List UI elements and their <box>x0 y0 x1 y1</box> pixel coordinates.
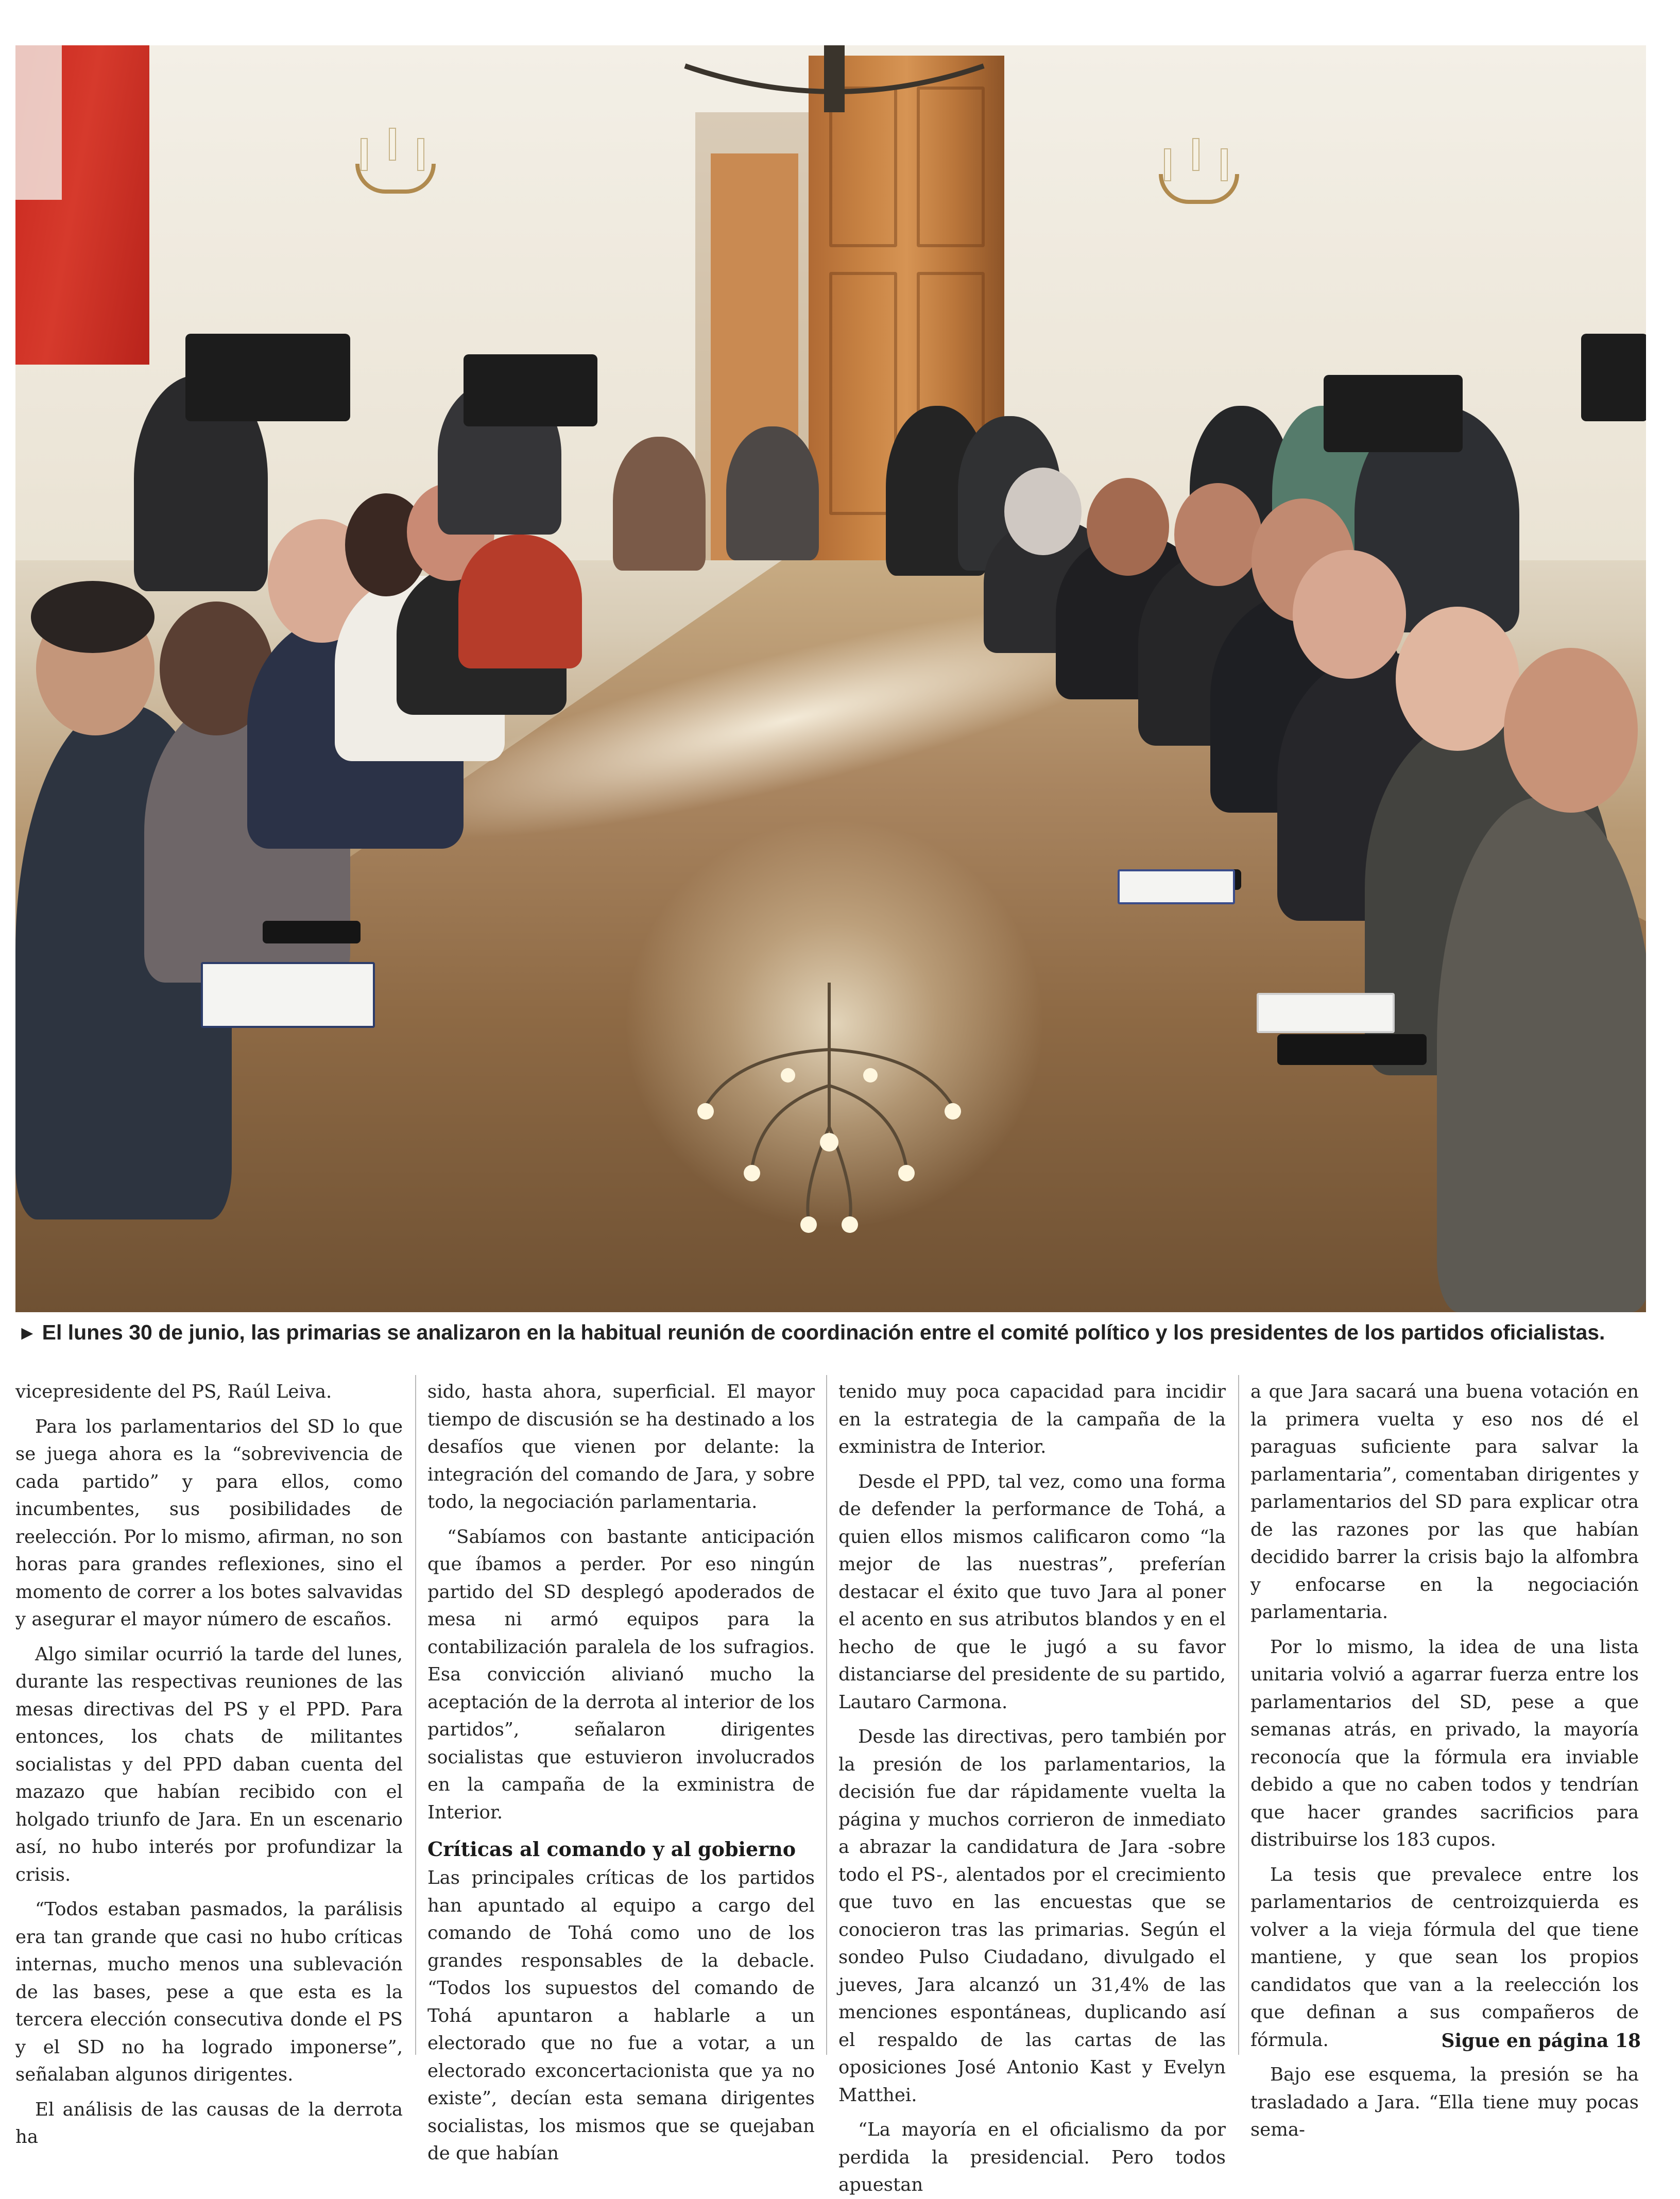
paragraph: sido, hasta ahora, superficial. El mayor tiempo de discusión se ha destinado a los desafíos que vienen por delante: la integración del comando de Jara, y sobre todo, la negociación parlamentaria. <box>427 1381 815 1513</box>
person-right-2-head <box>1087 478 1169 576</box>
paragraph: Algo similar ocurrió la tarde del lunes, durante las respectivas reuniones de las mesas directivas del PS y el PPD. Para entonces, los chats de militantes socialistas y del PPD daban cuenta del mazazo que habían recibido con el holgado triunfo de Jara. En un escenario así, no hubo interés por profundizar la crisis. <box>15 1643 403 1885</box>
paragraph: La tesis que prevalece entre los parlamentarios de centroizquierda es volver a la vieja fórmula del que tiene mantiene, y que sean los propios candidatos que van a la reelección los que definan a sus compañeros de fórmula. <box>1250 1864 1639 2051</box>
photo-caption <box>18 1318 1648 1347</box>
paragraph: “Todos estaban pasmados, la parálisis era tan grande que casi no hubo críticas internas, mucho menos una sublevación de las bases, pese a que esta es la tercera elección consecutiva donde el PS y el SD no ha logrado imponerse”, señalaban algunos dirigentes. <box>15 1899 403 2085</box>
person-right-1-head <box>1004 468 1082 555</box>
person-right-7-head <box>1504 648 1638 813</box>
person-right-3-head <box>1174 483 1262 586</box>
caption-text: El lunes 30 de junio, las primarias se analizaron en la habitual reunión de coordinación entre el comité político y los presidentes de los partidos oficialistas. <box>42 1320 1605 1344</box>
column-divider <box>1238 1375 1239 2055</box>
wall-sconce-left <box>345 128 438 205</box>
meeting-photo <box>15 45 1646 1312</box>
person-left-6 <box>458 535 582 668</box>
article-column-2 <box>427 1378 815 2164</box>
photographer-2 <box>726 426 819 560</box>
notebook <box>201 962 375 1028</box>
paragraph: Las principales críticas de los partidos han apuntado al equipo a cargo del comando de Tohá como uno de los grandes responsables de la debacle. “Todos los supuestos del comando de Tohá apuntaron a hablarle a un electorado que no fue a votar, a un electorado exconcertacionista que ya no existe”, decían esta semana dirigentes socialistas, los mismos que se quejaban de que habían <box>427 1867 815 2164</box>
video-camera-icon <box>185 334 350 421</box>
article-column-4 <box>1250 1378 1639 2140</box>
paragraph: tenido muy poca capacidad para incidir en la estrategia de la campaña de la exministra de Interior. <box>838 1381 1226 1457</box>
wall-sconce-right <box>1148 138 1241 215</box>
notebook <box>1118 869 1235 904</box>
paragraph: Desde el PPD, tal vez, como una forma de defender la performance de Tohá, a quien ellos mismos calificaron como “la mejor de las nuestras”, preferían destacar el éxito que tuvo Jara al poner el acento en sus atributos blandos y en el hecho de que le jugó a su favor distanciarse del presidente de su partido, Lautaro Carmona. <box>838 1471 1226 1713</box>
paragraph: Por lo mismo, la idea de una lista unitaria volvió a agarrar fuerza entre los parlamentarios del SD, pese a que semanas atrás, en privado, la mayoría reconocía que la fórmula era inviable debido a que no caben todos y tendrían que hacer grandes sacrificios para distribuirse los 183 cupos. <box>1250 1636 1639 1850</box>
section-heading: Críticas al comando y al gobierno <box>427 1837 796 1861</box>
paragraph: vicepresidente del PS, Raúl Leiva. <box>15 1381 332 1402</box>
paragraph: “Sabíamos con bastante anticipación que íbamos a perder. Por eso ningún partido del SD desplegó apoderados de mesa ni armó equipos para la contabilización paralela de los sufragios. Esa convicción alivianó mucho la aceptación de la derrota al interior de los partidos”, señalaron dirigentes socialistas que estuvieron involucrados en la campaña de la exministra de Interior. <box>427 1526 815 1823</box>
photographer-1 <box>613 437 706 571</box>
chandelier-reflection <box>633 972 1025 1261</box>
paragraph: Desde las directivas, pero también por la presión de los parlamentarios, la decisión fue dar rápidamente vuelta la página y muchos corrieron de inmediato a abrazar la candidatura de Jara -sobre todo el PS-, alentados por el crecimiento que tuvo en las encuestas que se conocieron tras las primarias. Según el sondeo Pulso Ciudadano, divulgado el jueves, Jara alcanzó un 31,4% de las menciones espontáneas, duplicando así el respaldo de las cartas de las oposiciones José Antonio Kast y Evelyn Matthei. <box>838 1726 1226 2106</box>
person-right-7 <box>1437 797 1646 1312</box>
person-right-6-head <box>1396 607 1519 751</box>
caption-arrow-icon: ► <box>18 1322 37 1344</box>
paragraph: Bajo ese esquema, la presión se ha trasladado a Jara. “Ella tiene muy pocas sema- <box>1250 2064 1639 2140</box>
phone <box>263 921 361 943</box>
video-camera-icon <box>464 354 597 426</box>
flag-white-stripe <box>15 45 62 200</box>
phone <box>1277 1034 1427 1065</box>
paragraph: a que Jara sacará una buena votación en la primera vuelta y eso nos dé el paraguas suficiente para salvar la parlamentaria”, comentaban dirigentes y parlamentarios del SD para explicar otra de las razones por las que habían decidido barrer la crisis bajo la alfombra y enfocarse en la negociación parlamentaria. <box>1250 1381 1639 1623</box>
person-right-5-head <box>1293 550 1406 679</box>
paragraph: “La mayoría en el oficialismo da por perdida la presidencial. Pero todos apuestan <box>838 2119 1226 2195</box>
video-camera-icon <box>1324 375 1463 452</box>
column-divider <box>415 1375 416 2055</box>
chandelier-top <box>675 45 994 117</box>
continued-on-page-link[interactable]: Sigue en página 18 <box>1441 2030 1641 2052</box>
column-divider <box>826 1375 827 2055</box>
notebook <box>1257 993 1395 1033</box>
article-column-3 <box>838 1378 1226 2195</box>
paragraph: El análisis de las causas de la derrota ha <box>15 2099 403 2148</box>
person-left-1-hair <box>31 581 155 653</box>
article-column-1 <box>15 1378 403 2148</box>
video-camera-icon <box>1581 334 1646 421</box>
paragraph: Para los parlamentarios del SD lo que se juega ahora es la “sobrevivencia de cada partido” y para ellos, como incumbentes, sus posibilidades de reelección. Por lo mismo, afirman, no son horas para grandes reflexiones, sino el momento de correr a los botes salvavidas y asegurar el mayor número de escaños. <box>15 1416 403 1630</box>
